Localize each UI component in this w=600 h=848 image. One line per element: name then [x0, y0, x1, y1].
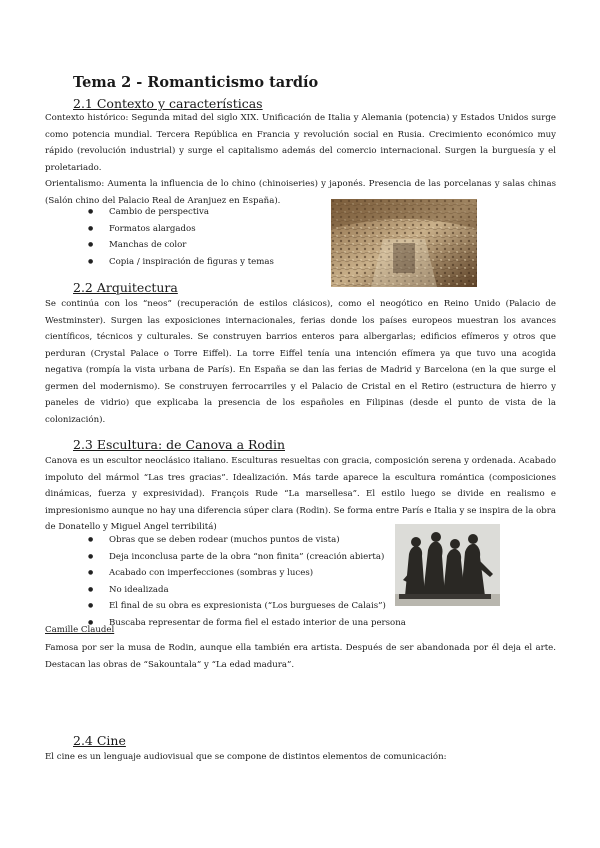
list-item: ● Deja inconclusa parte de la obra “non finita” (creación abierta): [88, 549, 406, 566]
section-heading-arquitectura: 2.2 Arquitectura: [73, 280, 178, 295]
list-item: ● Copia / inspiración de figuras y temas: [88, 254, 274, 271]
list-item: ● No idealizada: [88, 582, 406, 599]
list-item: ● Manchas de color: [88, 237, 274, 254]
paragraph-escultura: Canova es un escultor neoclásico italiano. Esculturas resueltas con gracia, composición serena y ordenada. Acabado impoluto del mármol “Las tres gracias”. Idealización. Más tarde aparece la escultura romántica (composiciones dinámicas, fuerza y expresividad). François Rude “La marsellesa”. El estilo luego se divide en realismo e impresionismo aunque no hay una diferencia súper clara (Rodin). Se forma entre París e Italia y se inspira de la obra de Donatello y Miguel Angel terribilitá): [45, 456, 556, 532]
list-item: ● Acabado con imperfecciones (sombras y luces): [88, 565, 406, 582]
paragraph-arquitectura: Se continúa con los “neos” (recuperación de estilos clásicos), como el neogótico en Reino Unido (Palacio de Westminster). Surgen las exposiciones internacionales, ferias donde los países europeos muestran los avances científicos, técnicos y culturales. Se construyen barrios enteros para albergarlas; edificios efímeros y otros que perduran (Crystal Palace o Torre Eiffel). La torre Eiffel tenía una intención efímera ya que tuvo una acogida negativa (rompía la vista urbana de París). En España se dan las ferias de Madrid y Barcelona (en la que surge el germen del modernismo). Se construyen ferrocarriles y el Palacio de Cristal en el Retiro (estructura de hierro y paneles de vidrio) que explicaba la presencia de los españoles en Filipinas (desde el punto de vista de la colonización).: [45, 299, 556, 425]
list-item: ● Formatos alargados: [88, 221, 274, 238]
list-rodin: [88, 532, 406, 631]
section-heading-cine: 2.4 Cine: [73, 733, 126, 748]
page-title: Tema 2 - Romanticismo tardío: [73, 74, 319, 91]
section-heading-escultura: 2.3 Escultura: de Canova a Rodin: [73, 437, 285, 452]
list-item: ● Obras que se deben rodear (muchos puntos de vista): [88, 532, 406, 549]
paragraph-camille-claudel: Famosa por ser la musa de Rodin, aunque ella también era artista. Después de ser abandonada por él deja el arte. Destacan las obras de “Sakountala” y “La edad madura”.: [45, 643, 556, 670]
burghers-of-calais-photo: [395, 524, 500, 606]
paragraph-contexto-historico: Contexto histórico: Segunda mitad del siglo XIX. Unificación de Italia y Alemania (potencia) y Estados Unidos surge como potencia mundial. Tercera República en Francia y revolución social en Rusia. Crecimiento económico muy rápido (revolución industrial) y surge el capitalismo además del comercio internacional. Surgen la burguesía y el proletariado.: [45, 113, 556, 173]
paragraph-orientalismo: Orientalismo: Aumenta la influencia de lo chino (chinoiseries) y japonés. Presencia de las porcelanas y salas chinas (Salón chino del Palacio Real de Aranjuez en España).: [45, 179, 556, 206]
chinese-salon-photo: [331, 199, 477, 287]
list-item: ● Buscaba representar de forma fiel el estado interior de una persona: [88, 615, 406, 632]
list-item: ● El final de su obra es expresionista (“Los burgueses de Calais”): [88, 598, 406, 615]
sub-heading-camille-claudel: Camille Claudel: [45, 625, 115, 635]
list-orientalismo: [88, 204, 274, 270]
list-item: ● Cambio de perspectiva: [88, 204, 274, 221]
section-heading-contexto: 2.1 Contexto y características: [73, 96, 263, 111]
paragraph-cine: El cine es un lenguaje audiovisual que se compone de distintos elementos de comunicación:: [45, 752, 447, 762]
